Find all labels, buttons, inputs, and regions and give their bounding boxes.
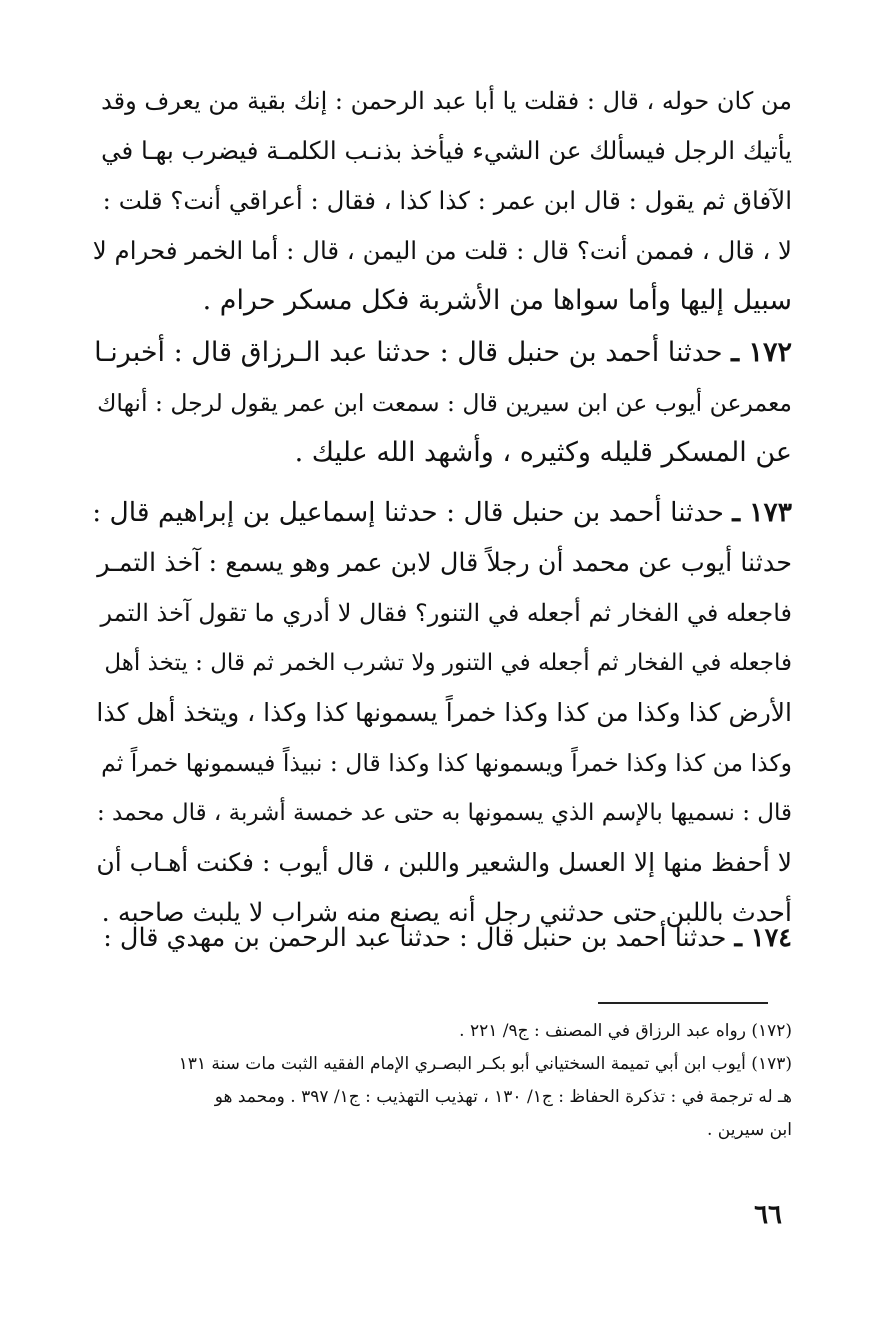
text-line-content: حدثنا أحمد بن حنبل قال : حدثنا عبد الـرزاق قال : أخبرنـا — [94, 337, 723, 368]
text-line: الأرض كذا وكذا من كذا وكذا خمراً يسمونها كذا وكذا ، ويتخذ أهل كذا — [96, 698, 792, 727]
page-number: ٦٦ — [754, 1200, 782, 1230]
text-line: الآفاق ثم يقول : قال ابن عمر : كذا كذا ، فقال : أعراقي أنت؟ قلت : — [102, 186, 792, 215]
hadith-number: ١٧٢ ـ — [731, 337, 792, 368]
hadith-number: ١٧٣ ـ — [732, 497, 792, 528]
text-line — [92, 488, 792, 538]
hadith-number: ١٧٤ ـ — [734, 923, 792, 953]
text-line: يأتيك الرجل فيسألك عن الشيء فيأخذ بذنـب الكلمـة فيضرب بهـا في — [101, 136, 792, 165]
paragraph-continuation — [92, 76, 792, 326]
text-line-content: حدثنا أحمد بن حنبل قال : حدثنا عبد الرحمن بن مهدي قال : — [103, 923, 727, 953]
footnote-line: (١٧٢) رواه عبد الرزاق في المصنف : ج٩/ ٢٢١ . — [459, 1021, 792, 1041]
text-line: حدثنا أيوب عن محمد أن رجلاً قال لابن عمر وهو يسمع : آخذ التمـر — [97, 548, 792, 578]
footnote-separator — [598, 1002, 768, 1004]
text-line: عن المسكر قليله وكثيره ، وأشهد الله عليك . — [294, 437, 792, 468]
footnote-line: (١٧٣) أيوب ابن أبي تميمة السختياني أبو بكـر البصـري الإمام الفقيه الثبت مات سنة ١٣١ — [178, 1054, 792, 1074]
text-line: قال : نسميها بالإسم الذي يسمونها به حتى عد خمسة أشربة ، قال محمد : — [97, 800, 792, 826]
text-line: فاجعله في الفخار ثم أجعله في التنور ولا تشرب الخمر ثم قال : يتخذ أهل — [104, 650, 792, 676]
text-line: من كان حوله ، قال : فقلت يا أبا عبد الرحمن : إنك بقية من يعرف وقد — [101, 87, 792, 115]
hadith-173 — [92, 488, 792, 938]
footnote-line: ابن سيرين . — [706, 1120, 792, 1140]
text-line — [92, 328, 792, 378]
footnote-line: هـ له ترجمة في : تذكرة الحفاظ : ج١/ ١٣٠ ، تهذيب التهذيب : ج١/ ٣٩٧ . ومحمد هو — [214, 1087, 792, 1107]
hadith-174 — [92, 913, 792, 963]
text-line-content: حدثنا أحمد بن حنبل قال : حدثنا إسماعيل بن إبراهيم قال : — [92, 497, 724, 528]
footnotes — [92, 1015, 792, 1147]
text-line — [92, 913, 792, 963]
hadith-172 — [92, 328, 792, 478]
text-line: لا أحفظ منها إلا العسل والشعير واللبن ، قال أيوب : فكنت أهـاب أن — [96, 848, 792, 877]
text-line: سبيل إليها وأما سواها من الأشربة فكل مسكر حرام . — [202, 285, 792, 316]
text-line: معمرعن أيوب عن ابن سيرين قال : سمعت ابن عمر يقول لرجل : أنهاك — [97, 389, 792, 417]
text-line: فاجعله في الفخار ثم أجعله في التنور؟ فقال لا أدري ما تقول آخذ التمر — [100, 599, 792, 627]
text-line: وكذا من كذا وكذا خمراً ويسمونها كذا وكذا قال : نبيذاً فيسمونها خمراً ثم — [101, 749, 792, 777]
text-line: أحدث باللبن حتى حدثني رجل أنه يصنع منه شراب لا يلبث صاحبه . — [101, 898, 792, 928]
text-line: لا ، قال ، فممن أنت؟ قال : قلت من اليمن ، قال : أما الخمر فحرام لا — [92, 236, 792, 265]
